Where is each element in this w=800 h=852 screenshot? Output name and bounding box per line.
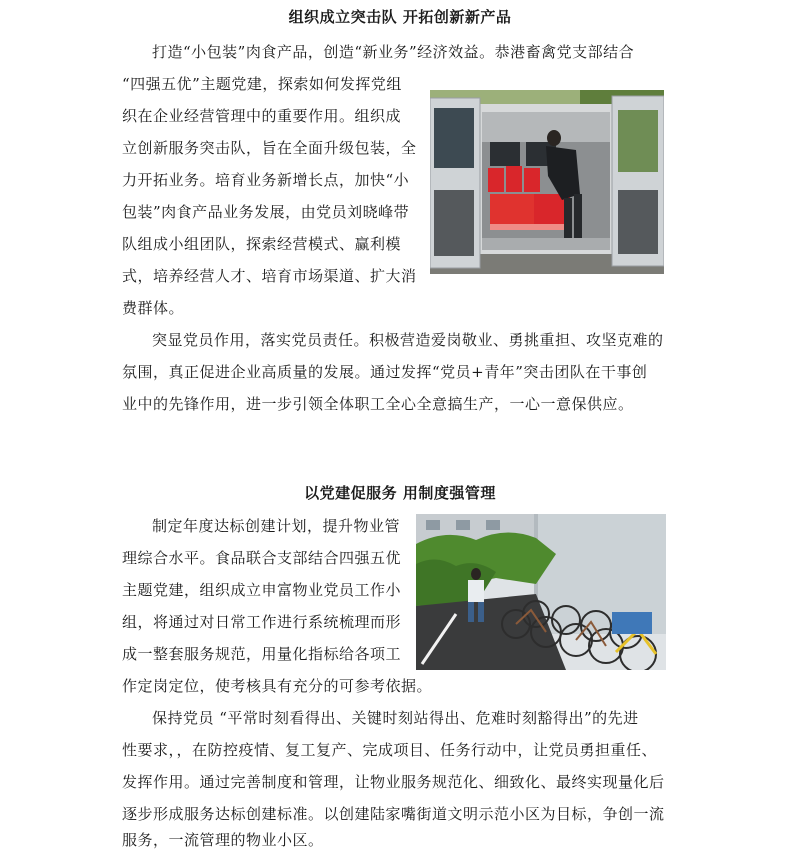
bicycles-illustration [416,514,666,670]
section1-title: 组织成立突击队 开拓创新新产品 [288,8,512,26]
section2-line: 性要求，，在防控疫情、复工复产、完成项目、任务行动中，让党员勇担重任、 [122,741,658,759]
section2-line: 制定年度达标创建计划，提升物业管 [152,517,401,535]
section2-line: 保持党员 “平常时刻看得出、关键时刻站得出、危难时刻豁得出”的先进 [152,709,639,727]
section2-line: 发挥作用。通过完善制度和管理，让物业服务规范化、细致化、最终实现量化后 [122,773,665,791]
section1-line: 包装”肉食产品业务发展，由党员刘晓峰带 [122,203,410,221]
section1-line: 织在企业经营管理中的重要作用。组织成 [122,107,402,125]
section1-line: 队组成小组团队，探索经营模式、赢利模 [122,235,402,253]
section2-line: 成一整套服务规范，用量化指标给各项工 [122,645,402,663]
bicycles-photo [416,514,666,670]
section2-line: 逐步形成服务达标创建标准。以创建陆家嘴街道文明示范小区为目标，争创一流 [122,805,665,823]
section1-line: 力开拓业务。培育业务新增长点，加快“小 [122,171,410,189]
section1-line: 立创新服务突击队，旨在全面升级包装，全 [122,139,417,157]
section2-line: 组，将通过对日常工作进行系统梳理而形 [122,613,402,631]
section1-line: 突显党员作用，落实党员责任。积极营造爱岗敬业、勇挑重担、攻坚克难的 [152,331,664,349]
section2-line: 作定岗定位，使考核具有充分的可参考依据。 [122,677,433,695]
section1-line: 式，培养经营人才、培育市场渠道、扩大消 [122,267,417,285]
section2-line: 服务，一流管理的物业小区。 [122,831,324,849]
van-photo [430,90,664,274]
section2-line: 理综合水平。食品联合支部结合四强五优 [122,549,402,567]
section2-line: 主题党建，组织成立申富物业党员工作小 [122,581,402,599]
section1-line: 打造“小包装”肉食产品，创造“新业务”经济效益。恭港畜禽党支部结合 [152,43,635,61]
van-illustration [430,90,664,274]
section1-line: 费群体。 [122,299,185,317]
section2-title: 以党建促服务 用制度强管理 [304,484,496,502]
section1-line: 氛围，真正促进企业高质量的发展。通过发挥“党员+青年”突击团队在干事创 [122,363,648,381]
section1-line: 业中的先锋作用，进一步引领全体职工全心全意搞生产，一心一意保供应。 [122,395,634,413]
section1-line: “四强五优”主题党建，探索如何发挥党组 [122,75,402,93]
